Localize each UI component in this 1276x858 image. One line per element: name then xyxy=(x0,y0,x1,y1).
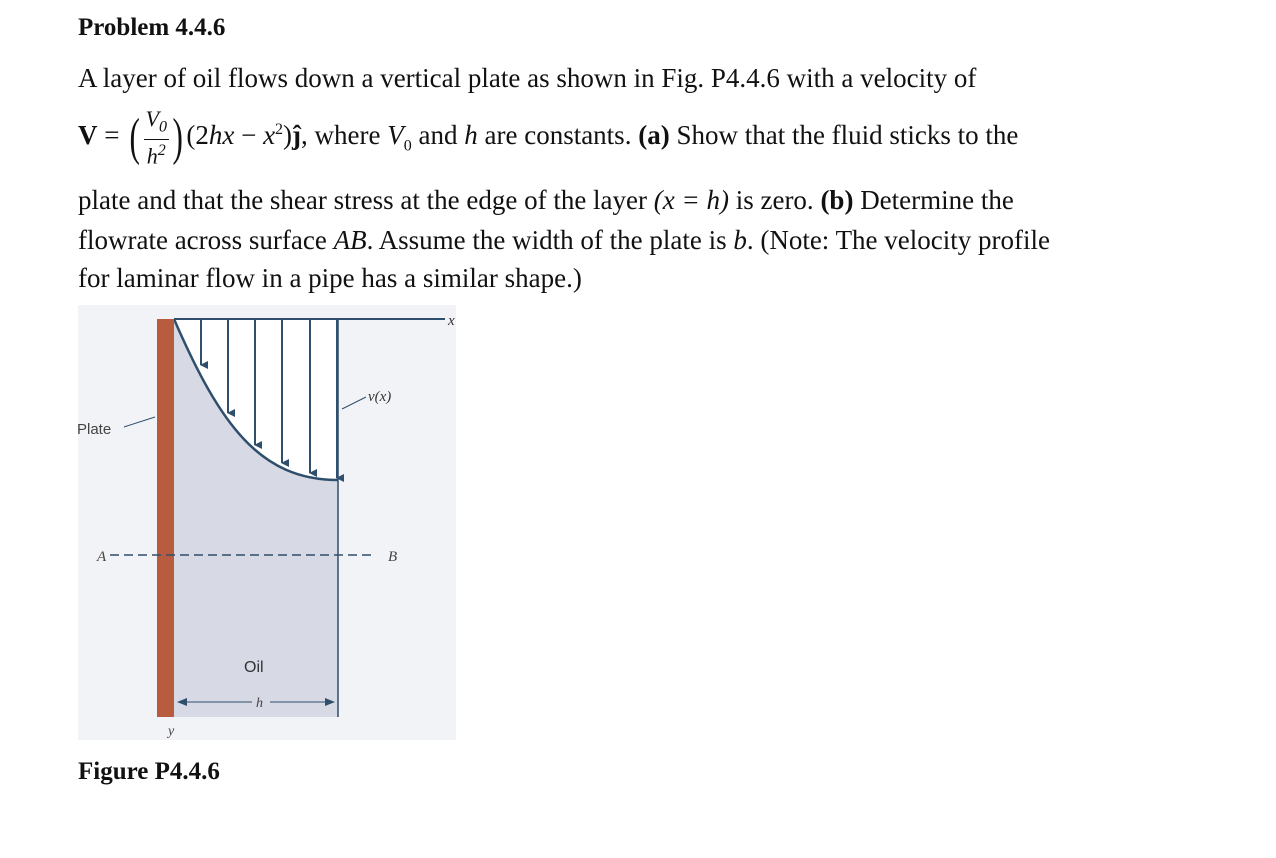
figure-caption: Figure P4.4.6 xyxy=(78,758,220,785)
problem-line-1: A layer of oil flows down a vertical plate as shown in Fig. P4.4.6 with a velocity of xyxy=(78,63,977,93)
eq-den: h xyxy=(146,143,158,169)
eq-close: ) xyxy=(283,120,293,150)
eq-num: V xyxy=(145,106,160,132)
line4-post: . (Note: The velocity profile xyxy=(746,225,1050,255)
eq-x-sup: 2 xyxy=(275,121,284,138)
point-a-label: A xyxy=(97,549,107,565)
line3-mid: is zero. xyxy=(728,185,821,215)
eq-and: and xyxy=(411,120,465,150)
oil-label: Oil xyxy=(244,659,264,676)
plate-label: Plate xyxy=(77,421,112,438)
vx-label: v(x) xyxy=(368,389,392,405)
y-axis-label: y xyxy=(168,724,175,739)
eq-velocity-symbol: V xyxy=(78,120,98,150)
problem-line-5: for laminar flow in a pipe has a similar shape.) xyxy=(78,263,582,293)
line3-pre: plate and that the shear stress at the edge of the layer xyxy=(78,185,654,215)
eq-paren-open: ( xyxy=(129,108,141,166)
eq-minus: − xyxy=(234,120,264,150)
eq-num-sub: 0 xyxy=(159,118,168,136)
eq-v0-sub: 0 xyxy=(403,137,412,155)
problem-line-3 xyxy=(78,182,1014,218)
line3-condition: (x = h) xyxy=(653,185,729,215)
x-axis-label: x xyxy=(448,313,455,329)
line4-width-b: b xyxy=(733,225,747,255)
part-a-label: (a) xyxy=(638,120,670,150)
point-b-label: B xyxy=(388,549,398,565)
problem-title: Problem 4.4.6 xyxy=(78,14,226,41)
eq-x: x xyxy=(263,120,276,150)
line4-pre: flowrate across surface xyxy=(78,225,334,255)
plate xyxy=(157,319,174,717)
eq-h: h xyxy=(464,120,478,150)
eq-hx: hx xyxy=(208,120,235,150)
eq-middle: (2 xyxy=(186,120,209,150)
eq-v0: V xyxy=(387,120,404,150)
eq-fraction xyxy=(144,108,169,167)
part-a-text: Show that the fluid sticks to the xyxy=(669,120,1019,150)
figure-svg xyxy=(70,305,470,745)
line4-mid: . Assume the width of the plate is xyxy=(366,225,734,255)
problem-equation-line xyxy=(78,100,1018,176)
eq-den-sup: 2 xyxy=(157,141,166,159)
line3-post: Determine the xyxy=(853,185,1014,215)
eq-paren-close: ) xyxy=(172,108,183,166)
part-b-label: (b) xyxy=(820,185,854,215)
eq-j-hat: ĵ xyxy=(292,120,302,150)
eq-constants: are constants. xyxy=(477,120,639,150)
line4-surface-ab: AB xyxy=(333,225,367,255)
eq-where: , where xyxy=(301,120,388,150)
h-label: h xyxy=(256,696,263,711)
eq-equals: = xyxy=(97,120,120,150)
problem-line-4 xyxy=(78,222,1050,258)
figure-p4-4-6 xyxy=(70,305,470,750)
